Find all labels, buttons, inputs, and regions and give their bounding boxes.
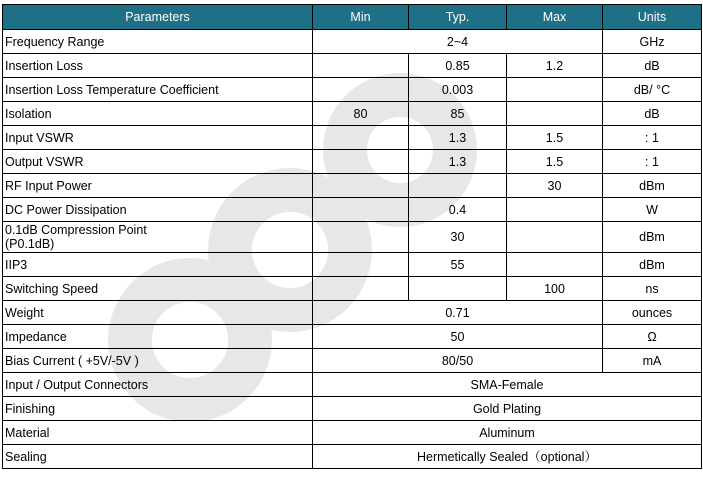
table-row [3,174,702,198]
max-cell [507,222,603,253]
min-cell [313,253,409,277]
units-cell: Ω [603,325,702,349]
typ-cell: 55 [409,253,507,277]
header-max: Max [507,5,603,30]
typ-cell: 0.71 [313,301,603,325]
param-cell: Output VSWR [3,150,313,174]
header-parameters: Parameters [3,5,313,30]
max-cell: 1.2 [507,54,603,78]
units-cell: GHz [603,30,702,54]
table-row [3,301,702,325]
value-cell: Gold Plating [313,397,702,421]
param-cell: RF Input Power [3,174,313,198]
typ-cell: 2~4 [313,30,603,54]
param-cell: Input / Output Connectors [3,373,313,397]
typ-cell: 85 [409,102,507,126]
min-cell [313,277,409,301]
max-cell [507,198,603,222]
table-row [3,421,702,445]
units-cell: ounces [603,301,702,325]
max-cell: 100 [507,277,603,301]
max-cell: 1.5 [507,150,603,174]
table-row [3,150,702,174]
param-cell: Impedance [3,325,313,349]
table-row [3,126,702,150]
param-line-2: (P0.1dB) [5,237,55,251]
value-cell: Hermetically Sealed（optional） [313,445,702,469]
typ-cell: 1.3 [409,126,507,150]
spec-table-container [2,4,701,469]
header-row [3,5,702,30]
param-cell: Insertion Loss Temperature Coefficient [3,78,313,102]
param-cell: Bias Current ( +5V/-5V ) [3,349,313,373]
max-cell: 1.5 [507,126,603,150]
units-cell: dBm [603,222,702,253]
units-cell: dBm [603,253,702,277]
typ-cell: 80/50 [313,349,603,373]
param-cell: Weight [3,301,313,325]
specifications-table [2,4,702,469]
table-row [3,30,702,54]
min-cell [313,150,409,174]
units-cell: : 1 [603,150,702,174]
table-row [3,78,702,102]
units-cell: ns [603,277,702,301]
typ-cell: 0.85 [409,54,507,78]
typ-cell: 0.003 [409,78,507,102]
max-cell [507,78,603,102]
table-row [3,222,702,253]
table-row [3,349,702,373]
units-cell: dB [603,54,702,78]
table-row [3,325,702,349]
param-cell: Input VSWR [3,126,313,150]
table-row [3,102,702,126]
max-cell: 30 [507,174,603,198]
units-cell: mA [603,349,702,373]
typ-cell: 0.4 [409,198,507,222]
min-cell [313,126,409,150]
header-typ: Typ. [409,5,507,30]
table-row [3,445,702,469]
value-cell: SMA-Female [313,373,702,397]
min-cell: 80 [313,102,409,126]
min-cell [313,78,409,102]
units-cell: dB [603,102,702,126]
param-cell [3,222,313,253]
max-cell [507,102,603,126]
param-cell: Insertion Loss [3,54,313,78]
param-cell: Sealing [3,445,313,469]
units-cell: dBm [603,174,702,198]
max-cell [507,253,603,277]
param-cell: Frequency Range [3,30,313,54]
header-units: Units [603,5,702,30]
param-line-1: 0.1dB Compression Point [5,223,147,237]
units-cell: dB/ °C [603,78,702,102]
table-row [3,54,702,78]
table-row [3,397,702,421]
typ-cell [409,174,507,198]
min-cell [313,54,409,78]
min-cell [313,174,409,198]
min-cell [313,222,409,253]
typ-cell: 30 [409,222,507,253]
param-cell: Switching Speed [3,277,313,301]
typ-cell: 1.3 [409,150,507,174]
value-cell: Aluminum [313,421,702,445]
units-cell: W [603,198,702,222]
table-row [3,277,702,301]
param-cell: DC Power Dissipation [3,198,313,222]
table-row [3,253,702,277]
param-cell: Material [3,421,313,445]
typ-cell [409,277,507,301]
min-cell [313,198,409,222]
units-cell: : 1 [603,126,702,150]
param-cell: Finishing [3,397,313,421]
header-min: Min [313,5,409,30]
param-cell: IIP3 [3,253,313,277]
typ-cell: 50 [313,325,603,349]
table-row [3,198,702,222]
table-row [3,373,702,397]
param-cell: Isolation [3,102,313,126]
